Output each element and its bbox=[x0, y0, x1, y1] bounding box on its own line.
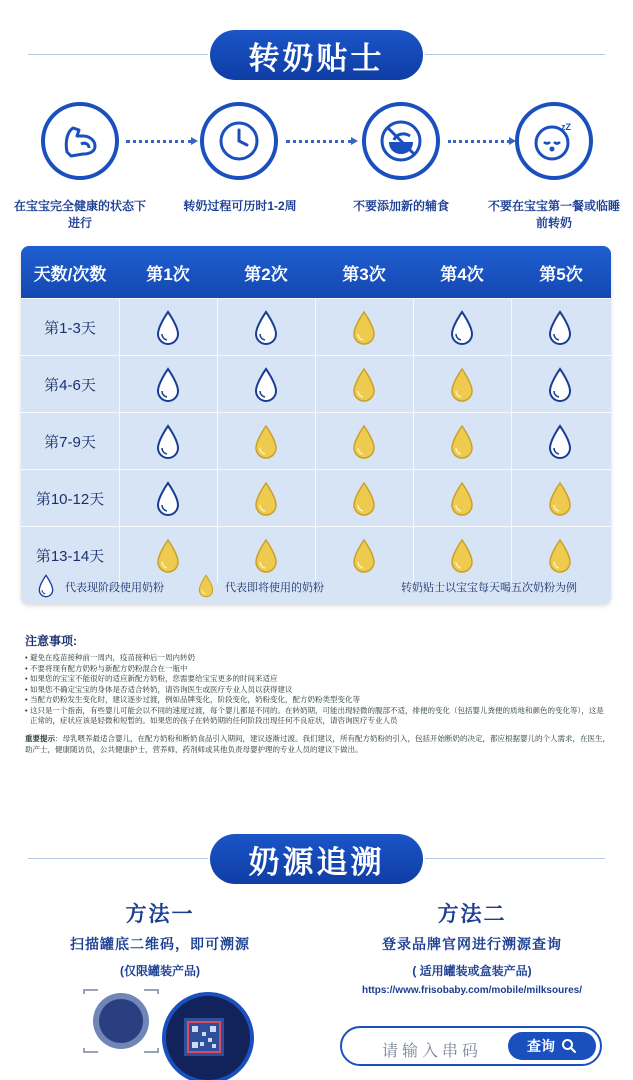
feeding-cell bbox=[217, 413, 315, 470]
step-text: 不要添加新的辅食 bbox=[352, 199, 449, 213]
method-subtitle: 扫描罐底二维码，即可溯源 bbox=[70, 936, 250, 952]
table-row bbox=[21, 412, 611, 469]
method-two bbox=[322, 898, 622, 996]
current-formula-drop-icon bbox=[155, 481, 181, 517]
column-divider bbox=[315, 298, 316, 583]
table-header-cell: 天数/次数 bbox=[33, 264, 107, 284]
day-range-label: 第10-12天 bbox=[35, 491, 105, 508]
table-header-cell: 第4次 bbox=[440, 264, 484, 284]
arrow-connector bbox=[448, 140, 510, 143]
feeding-cell bbox=[315, 413, 413, 470]
query-button[interactable] bbox=[508, 1032, 596, 1060]
list-item: • 避免在疫苗接种前一周内，疫苗接种后一周内转奶 bbox=[25, 653, 610, 664]
clock-icon bbox=[200, 102, 278, 180]
feeding-cell bbox=[217, 470, 315, 527]
transition-schedule-table bbox=[21, 246, 611, 604]
table-row bbox=[21, 469, 611, 526]
method-one bbox=[10, 898, 310, 979]
legend-current-label: 代表现阶段使用奶粉 bbox=[65, 582, 164, 594]
feeding-cell bbox=[511, 470, 609, 527]
new-formula-drop-icon bbox=[449, 538, 475, 574]
current-formula-drop-icon bbox=[37, 574, 55, 598]
table-row bbox=[21, 298, 611, 355]
new-formula-drop-icon bbox=[547, 481, 573, 517]
current-formula-drop-icon bbox=[155, 310, 181, 346]
feeding-cell bbox=[413, 470, 511, 527]
table-header-cell: 第3次 bbox=[342, 264, 386, 284]
new-formula-drop-icon bbox=[253, 481, 279, 517]
feeding-cell bbox=[511, 299, 609, 356]
table-header-cell: 第5次 bbox=[539, 264, 583, 284]
arrow-connector bbox=[126, 140, 192, 143]
feeding-cell bbox=[119, 413, 217, 470]
new-formula-drop-icon bbox=[155, 538, 181, 574]
new-formula-drop-icon bbox=[449, 367, 475, 403]
official-site-link[interactable]: https://www.frisobaby.com/mobile/milksoures/ bbox=[361, 985, 583, 996]
method-scope: (仅限罐装产品) bbox=[120, 964, 200, 978]
feeding-cell bbox=[315, 470, 413, 527]
feeding-cell bbox=[217, 356, 315, 413]
list-item: • 当配方奶粉发生变化时，建议逐步过渡，例如品牌变化，阶段变化，奶粉变化，配方奶粉类型变化等 bbox=[25, 695, 610, 706]
column-divider bbox=[413, 298, 414, 583]
section-header-transition-tips bbox=[0, 30, 633, 80]
new-formula-drop-icon bbox=[351, 310, 377, 346]
current-formula-drop-icon bbox=[547, 310, 573, 346]
notes-list bbox=[25, 653, 610, 727]
can-bottom-qr-illustration bbox=[80, 988, 260, 1080]
notes-title: 注意事项: bbox=[25, 634, 77, 648]
section-title: 奶源追溯 bbox=[210, 834, 423, 884]
day-range-label: 第7-9天 bbox=[44, 434, 96, 451]
legend-note: 转奶贴士以宝宝每天喝五次奶粉为例 bbox=[401, 582, 577, 594]
search-input[interactable]: 请输入串码 bbox=[382, 1043, 483, 1060]
divider bbox=[28, 858, 208, 859]
feeding-cell bbox=[315, 356, 413, 413]
current-formula-drop-icon bbox=[253, 367, 279, 403]
feeding-cell bbox=[119, 470, 217, 527]
step-text: 不要在宝宝第一餐或临睡前转奶 bbox=[487, 199, 620, 230]
new-formula-drop-icon bbox=[449, 424, 475, 460]
current-formula-drop-icon bbox=[253, 310, 279, 346]
feeding-cell bbox=[413, 413, 511, 470]
arrow-connector bbox=[286, 140, 352, 143]
step-text: 在宝宝完全健康的状态下进行 bbox=[13, 199, 146, 230]
method-subtitle: 登录品牌官网进行溯源查询 bbox=[382, 936, 562, 952]
column-divider bbox=[119, 298, 120, 583]
current-formula-drop-icon bbox=[155, 424, 181, 460]
column-divider bbox=[217, 298, 218, 583]
section-header-traceability bbox=[0, 834, 633, 884]
column-divider bbox=[511, 298, 512, 583]
notes-section bbox=[25, 632, 610, 755]
table-legend bbox=[21, 572, 611, 602]
divider bbox=[425, 54, 605, 55]
method-heading: 方法一 bbox=[125, 903, 195, 926]
method-scope: ( 适用罐装或盒装产品) bbox=[412, 964, 532, 978]
method-heading: 方法二 bbox=[437, 903, 507, 926]
new-formula-drop-icon bbox=[253, 538, 279, 574]
feeding-cell bbox=[511, 413, 609, 470]
current-formula-drop-icon bbox=[155, 367, 181, 403]
list-item: • 如果您的宝宝不能很好的适应新配方奶粉，您需要给宝宝更多的时间来适应 bbox=[25, 674, 610, 685]
feeding-cell bbox=[511, 356, 609, 413]
section-title: 转奶贴士 bbox=[210, 30, 423, 80]
feeding-cell bbox=[119, 356, 217, 413]
divider bbox=[425, 858, 605, 859]
list-item: • 如果您不确定宝宝的身体是否适合转奶，请咨询医生或医疗专业人员以获得建议 bbox=[25, 685, 610, 696]
query-button-label: 查询 bbox=[527, 1038, 555, 1054]
muscle-arm-icon bbox=[41, 102, 119, 180]
list-item: • 这只是一个指南，有些婴儿可能会以不同的速度过渡，每个婴儿都是不同的。在转奶期，可能出现轻微的腹部不适，排便的变化（包括婴儿粪便的质地和颜色的变化等），这是正常的，症状应该是轻微和短暂的。如果您的孩子在转奶期的任何阶段出现任何不良症状，请咨询医疗专业人员 bbox=[25, 706, 610, 727]
new-formula-drop-icon bbox=[253, 424, 279, 460]
table-row bbox=[21, 355, 611, 412]
serial-code-search bbox=[340, 1026, 602, 1066]
current-formula-drop-icon bbox=[547, 424, 573, 460]
new-formula-drop-icon bbox=[449, 481, 475, 517]
new-formula-drop-icon bbox=[197, 574, 215, 598]
sleeping-face-icon bbox=[515, 102, 593, 180]
table-header-cell: 第2次 bbox=[244, 264, 288, 284]
day-range-label: 第1-3天 bbox=[44, 320, 96, 337]
feeding-cell bbox=[413, 356, 511, 413]
important-notice bbox=[25, 733, 610, 755]
svg-text:zZ: zZ bbox=[561, 122, 571, 132]
search-icon bbox=[561, 1038, 577, 1054]
current-formula-drop-icon bbox=[547, 367, 573, 403]
new-formula-drop-icon bbox=[351, 481, 377, 517]
list-item: • 不要将现有配方奶粉与新配方奶粉混合在一瓶中 bbox=[25, 664, 610, 675]
legend-new-label: 代表即将使用的奶粉 bbox=[225, 582, 324, 594]
table-header-cell: 第1次 bbox=[146, 264, 190, 284]
table-header bbox=[21, 246, 611, 298]
day-range-label: 第13-14天 bbox=[35, 548, 105, 565]
new-formula-drop-icon bbox=[351, 424, 377, 460]
feeding-cell bbox=[217, 299, 315, 356]
tips-steps bbox=[0, 102, 633, 242]
step-text: 转奶过程可历时1-2周 bbox=[183, 199, 297, 213]
feeding-cell bbox=[315, 299, 413, 356]
day-range-label: 第4-6天 bbox=[44, 377, 96, 394]
new-formula-drop-icon bbox=[547, 538, 573, 574]
no-food-bowl-icon bbox=[362, 102, 440, 180]
new-formula-drop-icon bbox=[351, 538, 377, 574]
important-label: 重要提示 bbox=[25, 733, 55, 743]
divider bbox=[28, 54, 208, 55]
feeding-cell bbox=[119, 299, 217, 356]
current-formula-drop-icon bbox=[449, 310, 475, 346]
important-text: ：母乳喂养最适合婴儿，在配方奶粉和断奶食品引入期间，建议逐渐过渡。我们建议，所有配方奶粉的引入，包括开始断奶的决定，都应根据婴儿的个人需求，在医生，助产士，健康随访员，公共健康护士，营养师，药剂师或其他负责母婴护理的专业人员的建议下做出。 bbox=[25, 733, 610, 754]
feeding-cell bbox=[413, 299, 511, 356]
new-formula-drop-icon bbox=[351, 367, 377, 403]
